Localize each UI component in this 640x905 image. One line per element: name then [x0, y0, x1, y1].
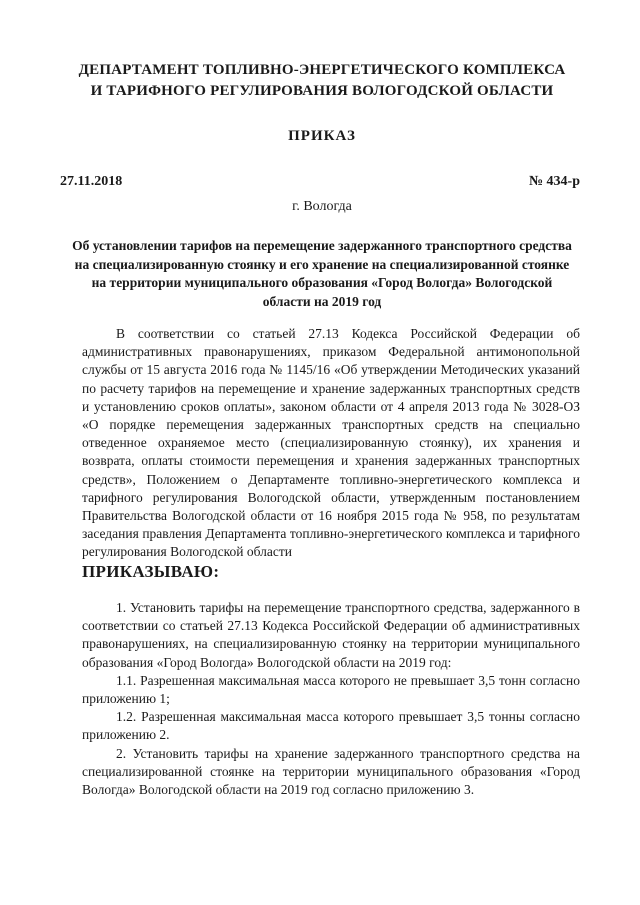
document-type-title: ПРИКАЗ: [288, 128, 356, 144]
department-line-2: И ТАРИФНОГО РЕГУЛИРОВАНИЯ ВОЛОГОДСКОЙ ОБЛАСТИ: [90, 83, 554, 99]
department-name: [60, 60, 584, 102]
order-item-2: 2. Установить тарифы на хранение задержанного транспортного средства на специализированной стоянке на территории муниципального образования «Город Вологда» Вологодской области на 2019 год согласно приложению 3.: [82, 745, 580, 798]
department-line-1: ДЕПАРТАМЕНТ ТОПЛИВНО-ЭНЕРГЕТИЧЕСКОГО КОМПЛЕКСА: [78, 62, 566, 78]
document-date: 27.11.2018: [60, 174, 123, 189]
document-subject: Об установлении тарифов на перемещение задержанного транспортного средства на специализированную стоянку и его хранение на специализированной стоянке на территории муниципального образования «Город Вологда» Вологодской области на 2019 год: [72, 238, 572, 309]
document-number: № 434-р: [528, 174, 580, 189]
document-city: г. Вологда: [292, 199, 352, 214]
order-item-1: 1. Установить тарифы на перемещение транспортного средства, задержанного в соответствии со статьей 27.13 Кодекса Российской Федерации об административных правонарушениях, на специализированную стоянку на территории муниципального образования «Город Вологда» Вологодской области на 2019 год:: [82, 600, 580, 670]
order-items: [82, 599, 580, 799]
order-item-1-1: 1.1. Разрешенная максимальная масса которого не превышает 3,5 тонн согласно приложению 1;: [82, 672, 580, 707]
preamble-paragraph: В соответствии со статьей 27.13 Кодекса Российской Федерации об административных правонарушениях, приказом Федеральной антимонопольной службы от 15 августа 2016 года № 1145/16 «Об утверждении Методических указаний по расчету тарифов на перемещение и хранение задержанных транспортных средств и установлению сроков оплаты», законом области от 4 апреля 2013 года № 3028-ОЗ «О порядке перемещения задержанных транспортных средств на специально отведенное охраняемое место (специализированную стоянку), их хранения и возврата, оплаты стоимости перемещения и хранения задержанных транспортных средств», Положением о Департаменте топливно-энергетического комплекса и тарифного регулирования Вологодской области, утвержденным постановлением Правительства Вологодской области от 16 ноября 2015 года № 958, по результатам заседания правления Департамента топливно-энергетического комплекса и тарифного регулирования Вологодской области: [82, 326, 580, 560]
order-item-1-2: 1.2. Разрешенная максимальная масса которого превышает 3,5 тонны согласно приложению 2.: [82, 709, 580, 743]
orders-heading: ПРИКАЗЫВАЮ:: [82, 562, 220, 581]
